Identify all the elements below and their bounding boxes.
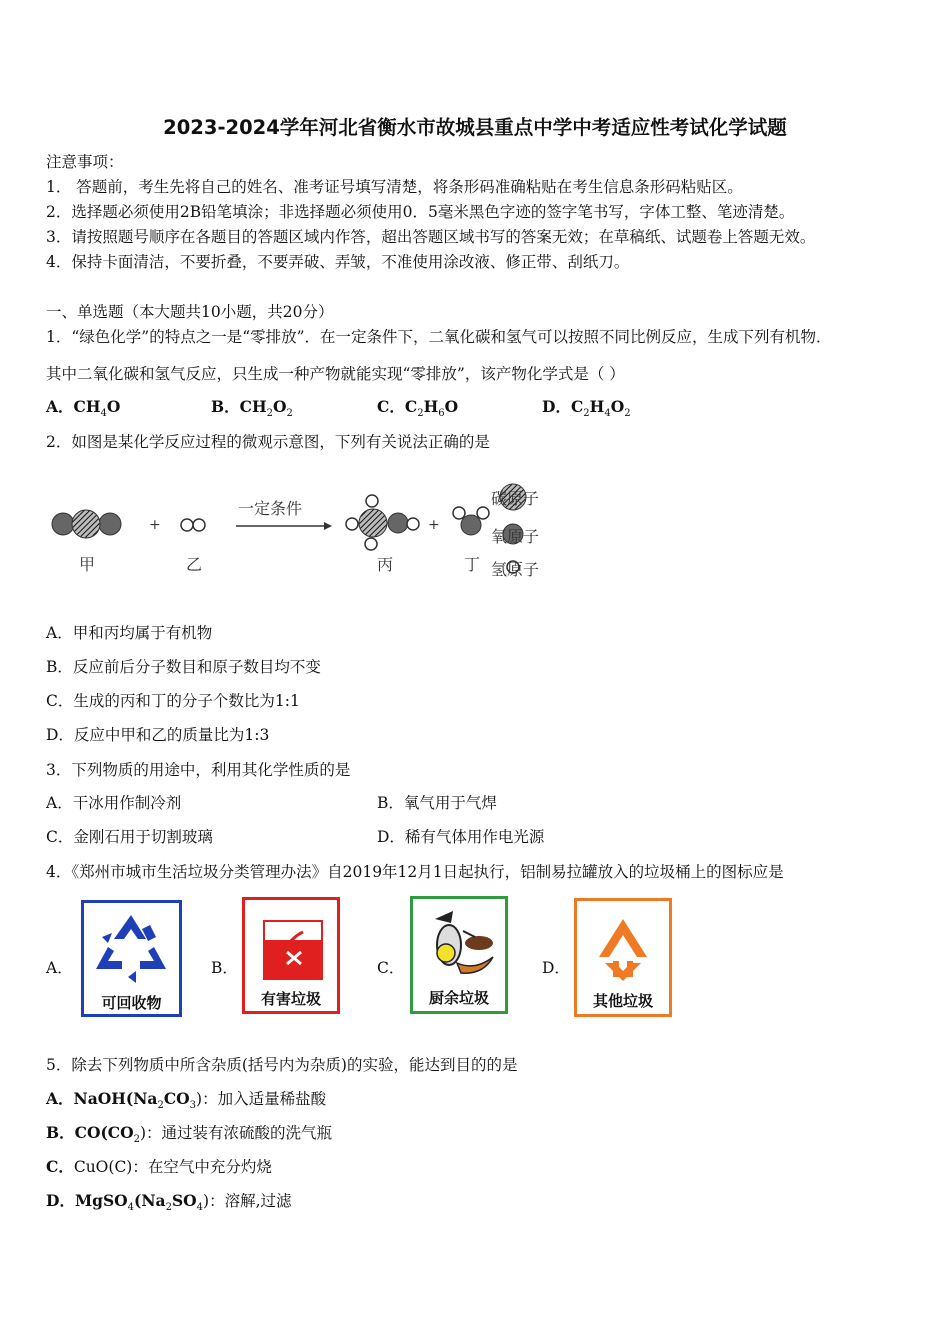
q5-option-a: A．$NaOH(Na_2CO_3)$：加入适量稀盐酸: [46, 1089, 327, 1112]
q4-option-b-label: B．: [211, 959, 238, 977]
label-jia: 甲: [79, 555, 96, 574]
q1-option-d: D．$C_2H_4O_2$: [542, 397, 631, 420]
reaction-condition-label: 一定条件: [238, 499, 303, 518]
notice-item-3: 3．请按照题号顺序在各题目的答题区域内作答，超出答题区域书写的答案无效；在草稿纸、试题卷上答题无效。: [46, 228, 816, 246]
q4-option-c-label: C．: [377, 959, 405, 977]
label-bing: 丙: [377, 555, 394, 574]
label-yi: 乙: [186, 555, 203, 574]
q3-stem: 3．下列物质的用途中，利用其化学性质的是: [46, 761, 351, 779]
q3-option-a: A．干冰用作制冷剂: [46, 794, 182, 812]
kitchen-waste-bin-icon: [410, 896, 508, 1014]
q1-stem-line2: 其中二氧化碳和氢气反应，只生成一种产物就能实现“零排放”，该产物化学式是（ ）: [46, 365, 625, 383]
q5-option-b: B．$CO(CO_2)$：通过装有浓硫酸的洗气瓶: [46, 1123, 333, 1146]
q5-option-d: D．$MgSO_4(Na_2SO_4)$：溶解,过滤: [46, 1191, 292, 1214]
plus-sign-2: +: [428, 517, 440, 533]
notice-heading: 注意事项：: [46, 153, 124, 171]
harmful-waste-bin-label: 有害垃圾: [260, 990, 321, 1008]
q4-option-d-label: D．: [542, 959, 570, 977]
legend-oxygen-label: 氧原子: [491, 527, 540, 546]
q2-option-c: C．生成的丙和丁的分子个数比为1:1: [46, 692, 300, 710]
q1-stem-line1: 1．“绿色化学”的特点之一是“零排放”．在一定条件下，二氧化碳和氢气可以按照不同比例反应，生成下列有机物．: [46, 328, 832, 346]
page-title: 2023-2024学年河北省衡水市故城县重点中学中考适应性考试化学试题: [163, 116, 787, 139]
molecule-bing-methanol: [346, 495, 419, 550]
q2-option-d: D．反应中甲和乙的质量比为1:3: [46, 726, 270, 744]
kitchen-waste-bin-label: 厨余垃圾: [428, 989, 489, 1007]
q3-option-c: C．金刚石用于切割玻璃: [46, 828, 213, 846]
q3-option-d: D．稀有气体用作电光源: [377, 828, 545, 846]
q1-option-a: A．$CH_4O$: [46, 397, 121, 420]
notice-item-2: 2．选择题必须使用2B铅笔填涂；非选择题必须使用0．5毫米黑色字迹的签字笔书写，字体工整、笔迹清楚。: [46, 203, 795, 221]
q1-option-c: C．$C_2H_6O$: [377, 397, 459, 420]
plus-sign-1: +: [149, 517, 161, 533]
legend-carbon-label: 碳原子: [491, 489, 540, 508]
q2-option-a: A．甲和丙均属于有机物: [46, 624, 213, 642]
q2-option-b: B．反应前后分子数目和原子数目均不变: [46, 658, 321, 676]
notice-item-1: 1． 答题前，考生先将自己的姓名、准考证号填写清楚，将条形码准确粘贴在考生信息条形码粘贴区。: [46, 178, 743, 196]
molecule-ding-water: [453, 507, 489, 535]
other-waste-bin-label: 其他垃圾: [592, 992, 653, 1010]
section-heading: 一、单选题（本大题共10小题，共20分）: [46, 303, 334, 321]
molecule-jia-co2: [52, 510, 121, 538]
q5-option-c: C．CuO(C)：在空气中充分灼烧: [46, 1157, 272, 1176]
q5-stem: 5．除去下列物质中所含杂质(括号内为杂质)的实验，能达到目的的是: [46, 1056, 518, 1074]
molecule-yi-h2: [181, 519, 205, 531]
q4-stem: 4．《郑州市城市生活垃圾分类管理办法》自2019年12月1日起执行，铝制易拉罐放入的垃圾桶上的图标应是: [46, 863, 784, 881]
other-waste-bin-icon: [574, 898, 672, 1017]
notice-item-4: 4．保持卡面清洁，不要折叠，不要弄破、弄皱，不准使用涂改液、修正带、刮纸刀。: [46, 253, 630, 271]
label-ding: 丁: [464, 555, 481, 574]
recyclable-bin-label: 可回收物: [101, 994, 162, 1012]
q1-option-b: B．$CH_2O_2$: [211, 397, 293, 420]
q4-option-a-label: A．: [46, 959, 73, 977]
legend-hydrogen-label: 氢原子: [491, 560, 540, 579]
q3-option-b: B．氧气用于气焊: [377, 794, 497, 812]
harmful-waste-bin-icon: [242, 897, 340, 1014]
recyclable-bin-icon: [81, 900, 182, 1017]
q2-stem: 2．如图是某化学反应过程的微观示意图，下列有关说法正确的是: [46, 433, 490, 451]
